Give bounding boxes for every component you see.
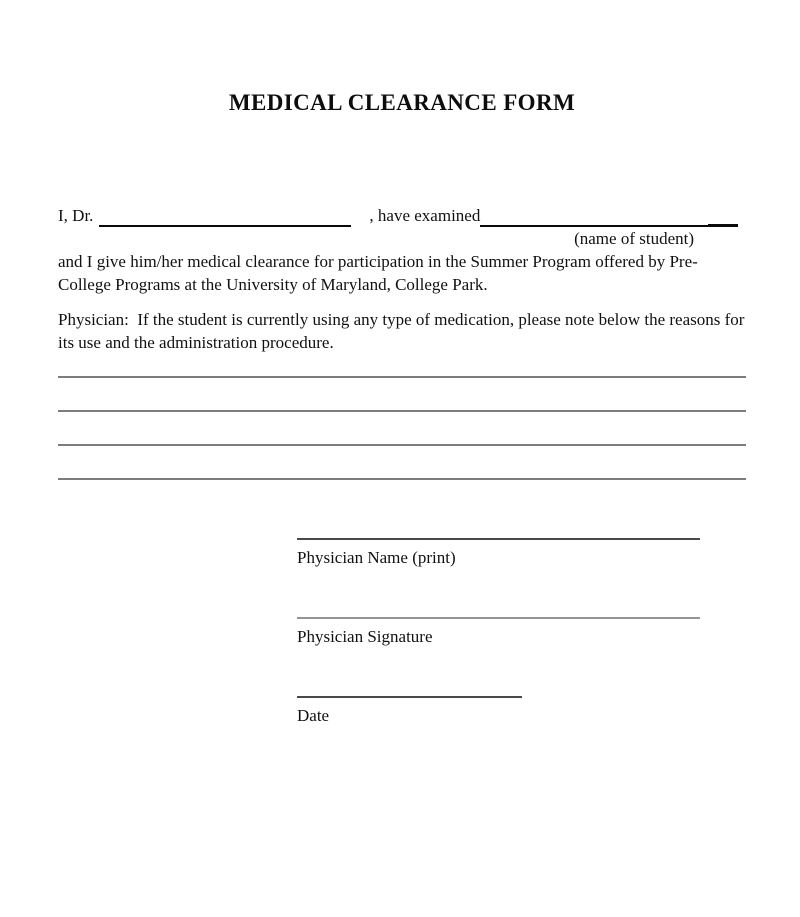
physician-signature-label: Physician Signature	[297, 627, 433, 646]
physician-signature-line[interactable]	[297, 617, 700, 619]
medication-notes-line-2[interactable]	[58, 410, 746, 412]
signature-block	[297, 538, 746, 727]
dr-prefix-label: I, Dr.	[58, 206, 94, 225]
examination-line	[58, 204, 746, 227]
physician-name-blank[interactable]	[99, 204, 351, 227]
form-title: MEDICAL CLEARANCE FORM	[228, 90, 576, 115]
medical-clearance-form	[0, 88, 800, 917]
medication-notes-line-3[interactable]	[58, 444, 746, 446]
medication-notes-line-1[interactable]	[58, 376, 746, 378]
date-label: Date	[297, 706, 330, 725]
have-examined-label: , have examined	[369, 206, 481, 225]
student-name-blank[interactable]	[480, 204, 714, 227]
medication-notes-area	[58, 376, 746, 480]
medication-notes-line-4[interactable]	[58, 478, 746, 480]
date-line[interactable]	[297, 696, 522, 698]
student-name-caption: (name of student)	[574, 229, 694, 248]
physician-instructions: Physician: If the student is currently using any type of medication, please note below the reasons for its use and the administration procedure.	[58, 310, 749, 352]
clearance-statement: and I give him/her medical clearance for participation in the Summer Program offered by Pre-College Programs at the University of Maryland, College Park.	[58, 252, 698, 294]
physician-name-print-line[interactable]	[297, 538, 700, 540]
physician-name-print-label: Physician Name (print)	[297, 548, 456, 567]
student-name-blank-tail[interactable]	[708, 204, 738, 227]
